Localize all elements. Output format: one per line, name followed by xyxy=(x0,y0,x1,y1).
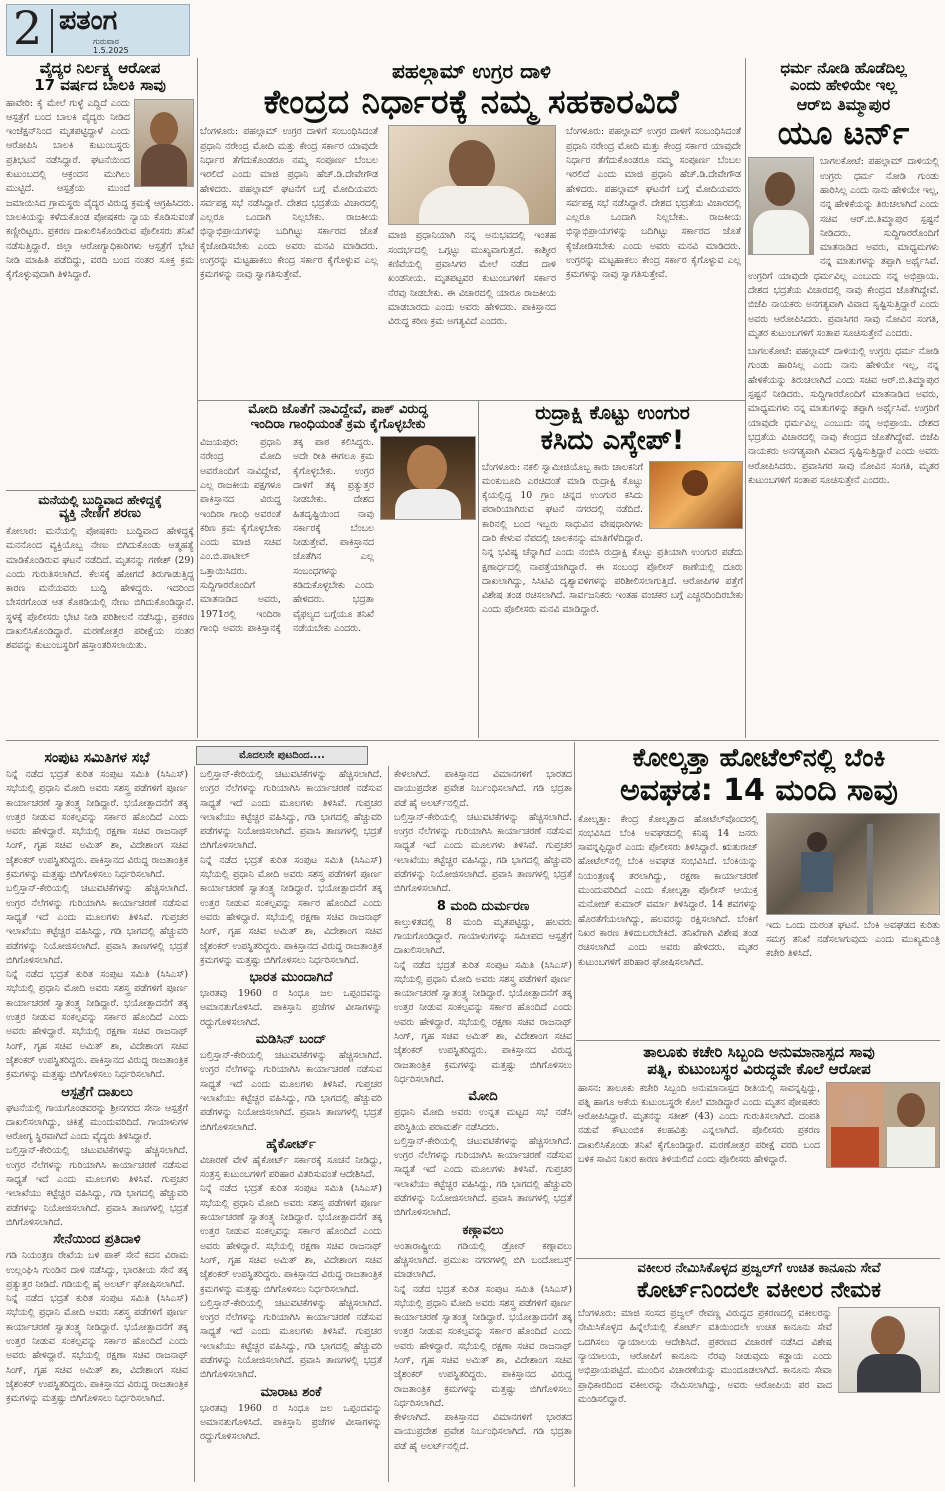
masthead-day: ಗುರುವಾರ xyxy=(93,37,119,46)
continuation-sub-modi: ಮೋದಿ xyxy=(468,1089,498,1105)
deve-gowda-photo xyxy=(388,125,556,225)
article-kolkata-body-2: ಇದು ಒಂದು ದುರಂತ ಘಟನೆ. ಬೆಂಕಿ ಅವಘಡದ ಕುರಿತು ಸಮಗ್ರ ತನಿಖೆ ನಡೆಸಲಾಗುವುದು ಎಂದು ಮುಖ್ಯಮಂತ್ರಿ ಕಚೇರಿ ತಿಳಿಸಿದೆ. xyxy=(766,919,940,960)
article-kolkata-headline-1: ಕೋಲ್ಕತ್ತಾ ಹೋಟೆಲ್‌ನಲ್ಲಿ ಬೆಂಕಿ xyxy=(632,744,886,772)
continuation-col3-body: ಕೇಳಲಾಗಿದೆ. ಪಾಕಿಸ್ತಾನದ ವಿಮಾನಗಳಿಗೆ ಭಾರತದ ವಾಯುಪ್ರದೇಶ ಪ್ರವೇಶ ನಿರ್ಬಂಧಿಸಲಾಗಿದೆ. ಗಡಿ ಭದ್ರತಾ ಪಡೆ ಹೈ ಅಲರ್ಟ್‌ನಲ್ಲಿದೆ. xyxy=(394,769,572,809)
article-pahalgam-headline: ಕೇಂದ್ರದ ನಿರ್ಧಾರಕ್ಕೆ ನಮ್ಮ ಸಹಕಾರವಿದೆ xyxy=(263,82,680,122)
article-modi-support-body: ವಿಜಯಪುರ: ಪ್ರಧಾನಿ ನರೇಂದ್ರ ಮೋದಿ ಅವರೊಂದಿಗೆ ನಾವಿದ್ದೇವೆ, ಎಲ್ಲ ರಾಜಕೀಯ ಪಕ್ಷಗಳೂ ಪಾಕಿಸ್ತಾನದ ವಿರುದ್ಧ ಇಂದಿರಾ ಗಾಂಧಿ ಅವರಂತೆ ಕಠಿಣ ಕ್ರಮ ಕೈಗೊಳ್ಳಬೇಕು ಎಂದು ಮಾಜಿ ಸಚಿವ ಎಂ.ಬಿ.ಪಾಟೀಲ್ ಒತ್ತಾಯಿಸಿದರು. ಸುದ್ದಿಗಾರರೊಂದಿಗೆ ಮಾತನಾಡಿದ ಅವರು, 1971ರಲ್ಲಿ ಇಂದಿರಾ ಗಾಂಧಿ ಅವರು ಪಾಕಿಸ್ತಾನಕ್ಕೆ ತಕ್ಕ ಪಾಠ ಕಲಿಸಿದ್ದರು. ಅದೇ ರೀತಿ ಈಗಲೂ ಕ್ರಮ ಕೈಗೊಳ್ಳಬೇಕು. ಉಗ್ರರ ದಾಳಿಗೆ ತಕ್ಕ ಪ್ರತ್ಯುತ್ತರ ನೀಡಬೇಕು. ದೇಶದ ಹಿತದೃಷ್ಟಿಯಿಂದ ನಾವು ಸರ್ಕಾರಕ್ಕೆ ಬೆಂಬಲ ನೀಡುತ್ತೇವೆ. ಪಾಕಿಸ್ತಾನದ ಜೊತೆಗಿನ ಎಲ್ಲ ಸಂಬಂಧಗಳನ್ನು ಕಡಿದುಕೊಳ್ಳಬೇಕು ಎಂದು ಹೇಳಿದರು. ಭದ್ರತಾ ವೈಫಲ್ಯದ ಬಗ್ಗೆಯೂ ತನಿಖೆ ನಡೆಯಬೇಕು ಎಂದರು. xyxy=(200,437,374,634)
article-pahalgam-kicker: ಪಹಲ್ಗಾಮ್ ಉಗ್ರರ ದಾಳಿ xyxy=(392,60,551,83)
continuation-col2-body-c: ಭಾರತವು 1960 ರ ಸಿಂಧೂ ಜಲ ಒಪ್ಪಂದವನ್ನು ಅಮಾನತುಗೊಳಿಸಿದೆ. ಪಾಕಿಸ್ತಾನಿ ಪ್ರಜೆಗಳ ವೀಸಾಗಳನ್ನು ರದ್ದುಗೊಳಿಸಲಾಗಿದೆ. xyxy=(200,988,382,1028)
continuation-headline: ಸಂಪುಟ ಸಮಿತಿಗಳ ಸಭೆ xyxy=(44,750,150,766)
article-tmapur-body: ಬಾಗಲಕೋಟೆ: ಪಹಲ್ಗಾಮ್ ದಾಳಿಯಲ್ಲಿ ಉಗ್ರರು ಧರ್ಮ ನೋಡಿ ಗುಂಡು ಹಾರಿಸಿಲ್ಲ ಎಂದು ನಾನು ಹೇಳಿಯೇ ಇಲ್ಲ, ನನ್ನ ಹೇಳಿಕೆಯನ್ನು ತಿರುಚಲಾಗಿದೆ ಎಂದು ಸಚಿವ ಆರ್.ಬಿ.ತಿಮ್ಮಾಪುರ ಸ್ಪಷ್ಟನೆ ನೀಡಿದರು. ಸುದ್ದಿಗಾರರೊಂದಿಗೆ ಮಾತನಾಡಿದ ಅವರು, ಮಾಧ್ಯಮಗಳು ನನ್ನ ಮಾತುಗಳನ್ನು ತಪ್ಪಾಗಿ ಅರ್ಥೈಸಿವೆ. ಉಗ್ರರಿಗೆ ಯಾವುದೇ ಧರ್ಮವಿಲ್ಲ ಎಂಬುದು ನನ್ನ ಅಭಿಪ್ರಾಯ. ದೇಶದ ಭದ್ರತೆಯ ವಿಚಾರದಲ್ಲಿ ನಾವು ಕೇಂದ್ರದ ಜೊತೆಗಿದ್ದೇವೆ. ಬಿಜೆಪಿ ನಾಯಕರು ಅನಗತ್ಯವಾಗಿ ವಿವಾದ ಸೃಷ್ಟಿಸುತ್ತಿದ್ದಾರೆ ಎಂದು ಅವರು ಆರೋಪಿಸಿದರು. ಪ್ರವಾಸಿಗರ ಸಾವು ನೋವಿನ ಸಂಗತಿ, ಮೃತರ ಕುಟುಂಬಗಳಿಗೆ ಸಂತಾಪ ಸೂಚಿಸುತ್ತೇನೆ ಎಂದರು. xyxy=(748,156,939,339)
article-pahalgam xyxy=(200,60,743,398)
continuation-col2-body-g: ಬಲ್ತಿಸ್ತಾನ್-ಕೇರಿಯಲ್ಲಿ ಚಟುವಟಿಕೆಗಳನ್ನು ಹೆಚ್ಚಿಸಲಾಗಿದೆ. ಉಗ್ರರ ನೆಲೆಗಳನ್ನು ಗುರಿಯಾಗಿಸಿ ಕಾರ್ಯಾಚರಣೆ ನಡೆಸುವ ಸಾಧ್ಯತೆ ಇದೆ ಎಂದು ಮೂಲಗಳು ತಿಳಿಸಿವೆ. ಗುಪ್ತಚರ ಇಲಾಖೆಯು ಕಟ್ಟೆಚ್ಚರ ವಹಿಸಿದ್ದು, ಗಡಿ ಭಾಗದಲ್ಲಿ ಹೆಚ್ಚುವರಿ ಪಡೆಗಳನ್ನು ನಿಯೋಜಿಸಲಾಗಿದೆ. ಪ್ರವಾಸಿ ತಾಣಗಳಲ್ಲಿ ಭದ್ರತೆ ಬಿಗಿಗೊಳಿಸಲಾಗಿದೆ. xyxy=(200,1297,382,1381)
continuation-col3-body-i: ಕೇಳಲಾಗಿದೆ. ಪಾಕಿಸ್ತಾನದ ವಿಮಾನಗಳಿಗೆ ಭಾರತದ ವಾಯುಪ್ರದೇಶ ಪ್ರವೇಶ ನಿರ್ಬಂಧಿಸಲಾಗಿದೆ. ಗಡಿ ಭದ್ರತಾ ಪಡೆ ಹೈ ಅಲರ್ಟ್‌ನಲ್ಲಿದೆ. xyxy=(394,1412,572,1452)
continuation-col2-body-d: ಬಲ್ತಿಸ್ತಾನ್-ಕೇರಿಯಲ್ಲಿ ಚಟುವಟಿಕೆಗಳನ್ನು ಹೆಚ್ಚಿಸಲಾಗಿದೆ. ಉಗ್ರರ ನೆಲೆಗಳನ್ನು ಗುರಿಯಾಗಿಸಿ ಕಾರ್ಯಾಚರಣೆ ನಡೆಸುವ ಸಾಧ್ಯತೆ ಇದೆ ಎಂದು ಮೂಲಗಳು ತಿಳಿಸಿವೆ. ಗುಪ್ತಚರ ಇಲಾಖೆಯು ಕಟ್ಟೆಚ್ಚರ ವಹಿಸಿದ್ದು, ಗಡಿ ಭಾಗದಲ್ಲಿ ಹೆಚ್ಚುವರಿ ಪಡೆಗಳನ್ನು ನಿಯೋಜಿಸಲಾಗಿದೆ. ಪ್ರವಾಸಿ ತಾಣಗಳಲ್ಲಿ ಭದ್ರತೆ ಬಿಗಿಗೊಳಿಸಲಾಗಿದೆ. xyxy=(200,1050,382,1133)
continuation-sub-india: ಭಾರತ ಮುಂದಾಗಿದೆ xyxy=(249,970,333,986)
article-tmapur-headline-2: ಎಂದು ಹೇಳಿಯೇ ಇಲ್ಲ xyxy=(790,75,897,94)
article-rudraksha-headline-1: ರುದ್ರಾಕ್ಷಿ ಕೊಟ್ಟು ಉಂಗುರ xyxy=(535,403,690,424)
continuation-sub-surveillance: ಕಣ್ಗಾವಲು xyxy=(462,1222,504,1238)
paper-name: ಪತಂಗ xyxy=(59,5,118,36)
article-prajwal-body: ಬೆಂಗಳೂರು: ಮಾಜಿ ಸಂಸದ ಪ್ರಜ್ವಲ್ ರೇವಣ್ಣ ವಿರುದ್ಧದ ಪ್ರಕರಣದಲ್ಲಿ ವಕೀಲರನ್ನು ನೇಮಿಸಿಕೊಳ್ಳದ ಹಿನ್ನೆಲೆಯಲ್ಲಿ ಕೋರ್ಟ್ ವತಿಯಿಂದಲೇ ಉಚಿತ ಕಾನೂನು ಸೇವೆ ಒದಗಿಸಲು ನ್ಯಾಯಾಲಯ ಆದೇಶಿಸಿದೆ. ಪ್ರಕರಣದ ವಿಚಾರಣೆ ನಡೆಸಿದ ವಿಶೇಷ ನ್ಯಾಯಾಲಯ, ಆರೋಪಿಗೆ ಕಾನೂನು ನೆರವು ನೀಡುವುದು ಕಡ್ಡಾಯ ಎಂದು ಅಭಿಪ್ರಾಯಪಟ್ಟಿದೆ. ಮುಂದಿನ ವಿಚಾರಣೆಯನ್ನು ಮುಂದೂಡಲಾಗಿದೆ. ಕಾನೂನು ಸೇವಾ ಪ್ರಾಧಿಕಾರದಿಂದ ವಕೀಲರನ್ನು ನೇಮಿಸಲಾಗಿದ್ದು, ಅವರು ಆರೋಪಿಯ ಪರ ವಾದ ಮಂಡಿಸಲಿದ್ದಾರೆ. xyxy=(578,1308,832,1405)
continuation-col2-body-b: ನಿನ್ನೆ ನಡೆದ ಭದ್ರತೆ ಕುರಿತ ಸಂಪುಟ ಸಮಿತಿ (ಸಿಸಿಎಸ್) ಸಭೆಯಲ್ಲಿ ಪ್ರಧಾನಿ ಮೋದಿ ಅವರು ಸಶಸ್ತ್ರ ಪಡೆಗಳಿಗೆ ಪೂರ್ಣ ಕಾರ್ಯಾಚರಣೆ ಸ್ವಾತಂತ್ರ್ಯ ನೀಡಿದ್ದಾರೆ. ಭಯೋತ್ಪಾದನೆಗೆ ತಕ್ಕ ಉತ್ತರ ನೀಡುವ ಸಂಕಲ್ಪವನ್ನು ಸರ್ಕಾರ ಹೊಂದಿದೆ ಎಂದು ಅವರು ಹೇಳಿದ್ದಾರೆ. ಸಭೆಯಲ್ಲಿ ರಕ್ಷಣಾ ಸಚಿವ ರಾಜನಾಥ್ ಸಿಂಗ್, ಗೃಹ ಸಚಿವ ಅಮಿತ್ ಶಾ, ವಿದೇಶಾಂಗ ಸಚಿವ ಜೈಶಂಕರ್ ಉಪಸ್ಥಿತರಿದ್ದರು. ಪಾಕಿಸ್ತಾನದ ವಿರುದ್ಧ ರಾಜತಾಂತ್ರಿಕ ಕ್ರಮಗಳನ್ನು ಮತ್ತಷ್ಟು ಬಿಗಿಗೊಳಿಸಲು ನಿರ್ಧರಿಸಲಾಗಿದೆ. xyxy=(200,854,382,966)
couple-photo xyxy=(826,1082,940,1168)
article-prajwal xyxy=(578,1262,940,1487)
continuation-col1-body-1b: ಬಲ್ತಿಸ್ತಾನ್-ಕೇರಿಯಲ್ಲಿ ಚಟುವಟಿಕೆಗಳನ್ನು ಹೆಚ್ಚಿಸಲಾಗಿದೆ. ಉಗ್ರರ ನೆಲೆಗಳನ್ನು ಗುರಿಯಾಗಿಸಿ ಕಾರ್ಯಾಚರಣೆ ನಡೆಸುವ ಸಾಧ್ಯತೆ ಇದೆ ಎಂದು ಮೂಲಗಳು ತಿಳಿಸಿವೆ. ಗುಪ್ತಚರ ಇಲಾಖೆಯು ಕಟ್ಟೆಚ್ಚರ ವಹಿಸಿದ್ದು, ಗಡಿ ಭಾಗದಲ್ಲಿ ಹೆಚ್ಚುವರಿ ಪಡೆಗಳನ್ನು ನಿಯೋಜಿಸಲಾಗಿದೆ. ಪ್ರವಾಸಿ ತಾಣಗಳಲ್ಲಿ ಭದ್ರತೆ ಬಿಗಿಗೊಳಿಸಲಾಗಿದೆ. xyxy=(6,883,188,966)
article-rudraksha-body: ಬೆಂಗಳೂರು: ನಕಲಿ ಸ್ವಾಮೀಜಿಯೊಬ್ಬ ಕಾರು ಚಾಲಕನಿಗೆ ಮಂಕುಬೂದಿ ಎರಚಿದಂತೆ ಮಾಡಿ ರುದ್ರಾಕ್ಷಿ ಕೊಟ್ಟು ಕೈಯಲ್ಲಿದ್ದ 10 ಗ್ರಾಂ ಚಿನ್ನದ ಉಂಗುರ ಕಸಿದು ಪರಾರಿಯಾಗಿರುವ ಘಟನೆ ನಗರದಲ್ಲಿ ನಡೆದಿದೆ. ಕಾರಿನಲ್ಲಿ ಬಂದ ಇಬ್ಬರು ಸಾಧುವಿನ ವೇಷಧಾರಿಗಳು ದಾರಿ ಕೇಳುವ ನೆಪದಲ್ಲಿ ಚಾಲಕನನ್ನು ಮಾತಿಗೆಳೆದಿದ್ದಾರೆ. ನಿನ್ನ ಭವಿಷ್ಯ ಚೆನ್ನಾಗಿದೆ ಎಂದು ನಂಬಿಸಿ ರುದ್ರಾಕ್ಷಿ ಕೊಟ್ಟು ಪ್ರತಿಯಾಗಿ ಉಂಗುರ ಪಡೆದು ಕ್ಷಣಾರ್ಧದಲ್ಲಿ ನಾಪತ್ತೆಯಾಗಿದ್ದಾರೆ. ಈ ಸಂಬಂಧ ಪೊಲೀಸ್ ಠಾಣೆಯಲ್ಲಿ ದೂರು ದಾಖಲಾಗಿದ್ದು, ಸಿಸಿಟಿವಿ ದೃಶ್ಯಾವಳಿಗಳನ್ನು ಪರಿಶೀಲಿಸಲಾಗುತ್ತಿದೆ. ಆರೋಪಿಗಳ ಪತ್ತೆಗೆ ವಿಶೇಷ ತಂಡ ರಚಿಸಲಾಗಿದೆ. ಸಾರ್ವಜನಿಕರು ಇಂತಹ ವಂಚಕರ ಬಗ್ಗೆ ಎಚ್ಚರದಿಂದಿರಬೇಕು ಎಂದು ಪೊಲೀಸರು ಮನವಿ ಮಾಡಿದ್ದಾರೆ. xyxy=(482,461,743,616)
continuation-sub-deaths: 8 ಮಂದಿ ದುರ್ಮರಣ xyxy=(436,898,530,914)
continuation-col2-body-h: ಭಾರತವು 1960 ರ ಸಿಂಧೂ ಜಲ ಒಪ್ಪಂದವನ್ನು ಅಮಾನತುಗೊಳಿಸಿದೆ. ಪಾಕಿಸ್ತಾನಿ ಪ್ರಜೆಗಳ ವೀಸಾಗಳನ್ನು ರದ್ದುಗೊಳಿಸಲಾಗಿದೆ. xyxy=(200,1402,382,1443)
continuation-sub-bandh: ಮಡಿಸಿನ್ ಬಂದ್ xyxy=(255,1032,327,1048)
sadhu-photo xyxy=(649,461,743,529)
continuation-col3-body-d: ನಿನ್ನೆ ನಡೆದ ಭದ್ರತೆ ಕುರಿತ ಸಂಪುಟ ಸಮಿತಿ (ಸಿಸಿಎಸ್) ಸಭೆಯಲ್ಲಿ ಪ್ರಧಾನಿ ಮೋದಿ ಅವರು ಸಶಸ್ತ್ರ ಪಡೆಗಳಿಗೆ ಪೂರ್ಣ ಕಾರ್ಯಾಚರಣೆ ಸ್ವಾತಂತ್ರ್ಯ ನೀಡಿದ್ದಾರೆ. ಭಯೋತ್ಪಾದನೆಗೆ ತಕ್ಕ ಉತ್ತರ ನೀಡುವ ಸಂಕಲ್ಪವನ್ನು ಸರ್ಕಾರ ಹೊಂದಿದೆ ಎಂದು ಅವರು ಹೇಳಿದ್ದಾರೆ. ಸಭೆಯಲ್ಲಿ ರಕ್ಷಣಾ ಸಚಿವ ರಾಜನಾಥ್ ಸಿಂಗ್, ಗೃಹ ಸಚಿವ ಅಮಿತ್ ಶಾ, ವಿದೇಶಾಂಗ ಸಚಿವ ಜೈಶಂಕರ್ ಉಪಸ್ಥಿತರಿದ್ದರು. ಪಾಕಿಸ್ತಾನದ ವಿರುದ್ಧ ರಾಜತಾಂತ್ರಿಕ ಕ್ರಮಗಳನ್ನು ಮತ್ತಷ್ಟು ಬಿಗಿಗೊಳಿಸಲು ನಿರ್ಧರಿಸಲಾಗಿದೆ. xyxy=(394,959,572,1085)
article-pahalgam-body-1: ಬೆಂಗಳೂರು: ಪಹಲ್ಗಾಮ್ ಉಗ್ರರ ದಾಳಿಗೆ ಸಂಬಂಧಿಸಿದಂತೆ ಪ್ರಧಾನಿ ನರೇಂದ್ರ ಮೋದಿ ಮತ್ತು ಕೇಂದ್ರ ಸರ್ಕಾರ ಯಾವುದೇ ನಿರ್ಧಾರ ತೆಗೆದುಕೊಂಡರೂ ನಮ್ಮ ಸಂಪೂರ್ಣ ಬೆಂಬಲ ಇರಲಿದೆ ಎಂದು ಮಾಜಿ ಪ್ರಧಾನಿ ಹೆಚ್.ಡಿ.ದೇವೇಗೌಡ ಹೇಳಿದರು. ಪಹಲ್ಗಾಮ್ ಘಟನೆಗೆ ಬಗ್ಗೆ ಮೋದಿಯವರು ಸರ್ವಪಕ್ಷ ಸಭೆ ನಡೆಸಿದ್ದಾರೆ. ದೇಶದ ಭದ್ರತೆಯ ವಿಚಾರದಲ್ಲಿ ಎಲ್ಲರೂ ಒಂದಾಗಿ ನಿಲ್ಲಬೇಕು. ರಾಜಕೀಯ ಭಿನ್ನಾಭಿಪ್ರಾಯಗಳನ್ನು ಬದಿಗಿಟ್ಟು ಸರ್ಕಾರದ ಜೊತೆ ಕೈಜೋಡಿಸಬೇಕು ಎಂದು ಅವರು ಮನವಿ ಮಾಡಿದರು. ಉಗ್ರರನ್ನು ಮಟ್ಟಹಾಕಲು ಕೇಂದ್ರ ಸರ್ಕಾರ ಕೈಗೊಳ್ಳುವ ಎಲ್ಲ ಕ್ರಮಗಳನ್ನು ನಾವು ಸ್ವಾಗತಿಸುತ್ತೇವೆ. xyxy=(200,126,378,281)
continuation-col1-body-3b: ನಿನ್ನೆ ನಡೆದ ಭದ್ರತೆ ಕುರಿತ ಸಂಪುಟ ಸಮಿತಿ (ಸಿಸಿಎಸ್) ಸಭೆಯಲ್ಲಿ ಪ್ರಧಾನಿ ಮೋದಿ ಅವರು ಸಶಸ್ತ್ರ ಪಡೆಗಳಿಗೆ ಪೂರ್ಣ ಕಾರ್ಯಾಚರಣೆ ಸ್ವಾತಂತ್ರ್ಯ ನೀಡಿದ್ದಾರೆ. ಭಯೋತ್ಪಾದನೆಗೆ ತಕ್ಕ ಉತ್ತರ ನೀಡುವ ಸಂಕಲ್ಪವನ್ನು ಸರ್ಕಾರ ಹೊಂದಿದೆ ಎಂದು ಅವರು ಹೇಳಿದ್ದಾರೆ. ಸಭೆಯಲ್ಲಿ ರಕ್ಷಣಾ ಸಚಿವ ರಾಜನಾಥ್ ಸಿಂಗ್, ಗೃಹ ಸಚಿವ ಅಮಿತ್ ಶಾ, ವಿದೇಶಾಂಗ ಸಚಿವ ಜೈಶಂಕರ್ ಉಪಸ್ಥಿತರಿದ್ದರು. ಪಾಕಿಸ್ತಾನದ ವಿರುದ್ಧ ರಾಜತಾಂತ್ರಿಕ ಕ್ರಮಗಳನ್ನು ಮತ್ತಷ್ಟು ಬಿಗಿಗೊಳಿಸಲು ನಿರ್ಧರಿಸಲಾಗಿದೆ. xyxy=(6,1293,188,1405)
continuation-col3-body-f: ಬಲ್ತಿಸ್ತಾನ್-ಕೇರಿಯಲ್ಲಿ ಚಟುವಟಿಕೆಗಳನ್ನು ಹೆಚ್ಚಿಸಲಾಗಿದೆ. ಉಗ್ರರ ನೆಲೆಗಳನ್ನು ಗುರಿಯಾಗಿಸಿ ಕಾರ್ಯಾಚರಣೆ ನಡೆಸುವ ಸಾಧ್ಯತೆ ಇದೆ ಎಂದು ಮೂಲಗಳು ತಿಳಿಸಿವೆ. ಗುಪ್ತಚರ ಇಲಾಖೆಯು ಕಟ್ಟೆಚ್ಚರ ವಹಿಸಿದ್ದು, ಗಡಿ ಭಾಗದಲ್ಲಿ ಹೆಚ್ಚುವರಿ ಪಡೆಗಳನ್ನು ನಿಯೋಜಿಸಲಾಗಿದೆ. ಪ್ರವಾಸಿ ತಾಣಗಳಲ್ಲಿ ಭದ್ರತೆ ಬಿಗಿಗೊಳಿಸಲಾಗಿದೆ. xyxy=(394,1135,572,1219)
prajwal-photo xyxy=(838,1307,940,1393)
continuation-col3-body-h: ನಿನ್ನೆ ನಡೆದ ಭದ್ರತೆ ಕುರಿತ ಸಂಪುಟ ಸಮಿತಿ (ಸಿಸಿಎಸ್) ಸಭೆಯಲ್ಲಿ ಪ್ರಧಾನಿ ಮೋದಿ ಅವರು ಸಶಸ್ತ್ರ ಪಡೆಗಳಿಗೆ ಪೂರ್ಣ ಕಾರ್ಯಾಚರಣೆ ಸ್ವಾತಂತ್ರ್ಯ ನೀಡಿದ್ದಾರೆ. ಭಯೋತ್ಪಾದನೆಗೆ ತಕ್ಕ ಉತ್ತರ ನೀಡುವ ಸಂಕಲ್ಪವನ್ನು ಸರ್ಕಾರ ಹೊಂದಿದೆ ಎಂದು ಅವರು ಹೇಳಿದ್ದಾರೆ. ಸಭೆಯಲ್ಲಿ ರಕ್ಷಣಾ ಸಚಿವ ರಾಜನಾಥ್ ಸಿಂಗ್, ಗೃಹ ಸಚಿವ ಅಮಿತ್ ಶಾ, ವಿದೇಶಾಂಗ ಸಚಿವ ಜೈಶಂಕರ್ ಉಪಸ್ಥಿತರಿದ್ದರು. ಪಾಕಿಸ್ತಾನದ ವಿರುದ್ಧ ರಾಜತಾಂತ್ರಿಕ ಕ್ರಮಗಳನ್ನು ಮತ್ತಷ್ಟು ಬಿಗಿಗೊಳಿಸಲು ನಿರ್ಧರಿಸಲಾಗಿದೆ. xyxy=(394,1283,572,1409)
article-suicide xyxy=(6,494,194,738)
article-doctor xyxy=(6,60,194,488)
masthead xyxy=(6,4,190,56)
masthead-date: 1.5.2025 xyxy=(93,46,129,55)
continuation-sub-sale: ಮಾರಾಟ ಶಂಕೆ xyxy=(260,1384,322,1400)
article-taluk xyxy=(578,1044,940,1256)
article-tmapur-headline-4: ಯೂ ಟರ್ನ್ xyxy=(777,113,910,152)
article-kolkata-headline-2: ಅವಘಡ: 14 ಮಂದಿ ಸಾವು xyxy=(620,773,898,808)
article-taluk-headline-2: ಪತ್ನಿ, ಕುಟುಂಬಸ್ಥರ ವಿರುದ್ಧವೇ ಕೊಲೆ ಆರೋಪ xyxy=(647,1059,871,1078)
continuation-col2-body-f: ನಿನ್ನೆ ನಡೆದ ಭದ್ರತೆ ಕುರಿತ ಸಂಪುಟ ಸಮಿತಿ (ಸಿಸಿಎಸ್) ಸಭೆಯಲ್ಲಿ ಪ್ರಧಾನಿ ಮೋದಿ ಅವರು ಸಶಸ್ತ್ರ ಪಡೆಗಳಿಗೆ ಪೂರ್ಣ ಕಾರ್ಯಾಚರಣೆ ಸ್ವಾತಂತ್ರ್ಯ ನೀಡಿದ್ದಾರೆ. ಭಯೋತ್ಪಾದನೆಗೆ ತಕ್ಕ ಉತ್ತರ ನೀಡುವ ಸಂಕಲ್ಪವನ್ನು ಸರ್ಕಾರ ಹೊಂದಿದೆ ಎಂದು ಅವರು ಹೇಳಿದ್ದಾರೆ. ಸಭೆಯಲ್ಲಿ ರಕ್ಷಣಾ ಸಚಿವ ರಾಜನಾಥ್ ಸಿಂಗ್, ಗೃಹ ಸಚಿವ ಅಮಿತ್ ಶಾ, ವಿದೇಶಾಂಗ ಸಚಿವ ಜೈಶಂಕರ್ ಉಪಸ್ಥಿತರಿದ್ದರು. ಪಾಕಿಸ್ತಾನದ ವಿರುದ್ಧ ರಾಜತಾಂತ್ರಿಕ ಕ್ರಮಗಳನ್ನು ಮತ್ತಷ್ಟು ಬಿಗಿಗೊಳಿಸಲು ನಿರ್ಧರಿಸಲಾಗಿದೆ. xyxy=(200,1183,382,1295)
girl-portrait xyxy=(134,99,194,187)
article-modi-support-headline-1: ಮೋದಿ ಜೊತೆಗೆ ನಾವಿದ್ದೇವೆ, ಪಾಕ್ ವಿರುದ್ಧ xyxy=(248,403,428,417)
continuation-sub-army: ಸೇನೆಯಿಂದ ಪ್ರತಿದಾಳಿ xyxy=(53,1232,141,1248)
continuation-sub-highcourt: ಹೈಕೋರ್ಟ್ xyxy=(266,1136,316,1152)
continuation-col3-body-b: ಬಲ್ತಿಸ್ತಾನ್-ಕೇರಿಯಲ್ಲಿ ಚಟುವಟಿಕೆಗಳನ್ನು ಹೆಚ್ಚಿಸಲಾಗಿದೆ. ಉಗ್ರರ ನೆಲೆಗಳನ್ನು ಗುರಿಯಾಗಿಸಿ ಕಾರ್ಯಾಚರಣೆ ನಡೆಸುವ ಸಾಧ್ಯತೆ ಇದೆ ಎಂದು ಮೂಲಗಳು ತಿಳಿಸಿವೆ. ಗುಪ್ತಚರ ಇಲಾಖೆಯು ಕಟ್ಟೆಚ್ಚರ ವಹಿಸಿದ್ದು, ಗಡಿ ಭಾಗದಲ್ಲಿ ಹೆಚ್ಚುವರಿ ಪಡೆಗಳನ್ನು ನಿಯೋಜಿಸಲಾಗಿದೆ. ಪ್ರವಾಸಿ ತಾಣಗಳಲ್ಲಿ ಭದ್ರತೆ ಬಿಗಿಗೊಳಿಸಲಾಗಿದೆ. xyxy=(394,811,572,895)
article-tmapur-headline-1: ಧರ್ಮ ನೋಡಿ ಹೊಡೆದಿಲ್ಲ xyxy=(780,60,907,77)
continuation-col2-body: ಬಲ್ತಿಸ್ತಾನ್-ಕೇರಿಯಲ್ಲಿ ಚಟುವಟಿಕೆಗಳನ್ನು ಹೆಚ್ಚಿಸಲಾಗಿದೆ. ಉಗ್ರರ ನೆಲೆಗಳನ್ನು ಗುರಿಯಾಗಿಸಿ ಕಾರ್ಯಾಚರಣೆ ನಡೆಸುವ ಸಾಧ್ಯತೆ ಇದೆ ಎಂದು ಮೂಲಗಳು ತಿಳಿಸಿವೆ. ಗುಪ್ತಚರ ಇಲಾಖೆಯು ಕಟ್ಟೆಚ್ಚರ ವಹಿಸಿದ್ದು, ಗಡಿ ಭಾಗದಲ್ಲಿ ಹೆಚ್ಚುವರಿ ಪಡೆಗಳನ್ನು ನಿಯೋಜಿಸಲಾಗಿದೆ. ಪ್ರವಾಸಿ ತಾಣಗಳಲ್ಲಿ ಭದ್ರತೆ ಬಿಗಿಗೊಳಿಸಲಾಗಿದೆ. xyxy=(200,769,382,852)
continuation-col2-body-e: ವಿಚಾರಣೆ ವೇಳೆ ಹೈಕೋರ್ಟ್ ಸರ್ಕಾರಕ್ಕೆ ಸೂಚನೆ ನೀಡಿದ್ದು, ಸಂತ್ರಸ್ತ ಕುಟುಂಬಗಳಿಗೆ ಪರಿಹಾರ ವಿತರಿಸುವಂತೆ ಆದೇಶಿಸಿದೆ. xyxy=(200,1154,382,1181)
article-doctor-body: ಹಾವೇರಿ: ಕೈ ಮೇಲೆ ಗುಳ್ಳೆ ಎದ್ದಿದೆ ಎಂದು ಆಸ್ಪತ್ರೆಗೆ ಬಂದ ಬಾಲಕಿ ವೈದ್ಯರು ನೀಡಿದ ಇಂಜೆಕ್ಷನ್‌ನಿಂದ ಮೃತಪಟ್ಟಿದ್ದಾಳೆ ಎಂದು ಆರೋಪಿಸಿ ಬಾಲಕಿ ಕುಟುಂಬಸ್ಥರು ಪ್ರತಿಭಟನೆ ನಡೆಸಿದ್ದಾರೆ. ಘಟನೆಯಿಂದ ಕುಟುಂಬದಲ್ಲಿ ಆಕ್ರಂದನ ಮುಗಿಲು ಮುಟ್ಟಿದೆ. ಆಸ್ಪತ್ರೆಯ ಮುಂದೆ ಜಮಾಯಿಸಿದ ಗ್ರಾಮಸ್ಥರು ವೈದ್ಯರ ವಿರುದ್ಧ ಕ್ರಮಕ್ಕೆ ಆಗ್ರಹಿಸಿದರು. ಬಾಲಕಿಯನ್ನು ಕಳೆದುಕೊಂಡ ಪೋಷಕರು ನ್ಯಾಯ ಕೊಡಿಸುವಂತೆ ಕಣ್ಣೀರಿಟ್ಟರು. ಪ್ರಕರಣ ದಾಖಲಿಸಿಕೊಂಡಿರುವ ಪೊಲೀಸರು ತನಿಖೆ ನಡೆಸುತ್ತಿದ್ದಾರೆ. ಜಿಲ್ಲಾ ಆರೋಗ್ಯಾಧಿಕಾರಿಗಳು ಆಸ್ಪತ್ರೆಗೆ ಭೇಟಿ ನೀಡಿ ಮಾಹಿತಿ ಪಡೆದಿದ್ದು, ವರದಿ ಬಂದ ನಂತರ ಸೂಕ್ತ ಕ್ರಮ ಕೈಗೊಳ್ಳುವುದಾಗಿ ತಿಳಿಸಿದ್ದಾರೆ. xyxy=(6,97,194,281)
article-rudraksha xyxy=(482,403,743,738)
article-pahalgam-body-3: ಬೆಂಗಳೂರು: ಪಹಲ್ಗಾಮ್ ಉಗ್ರರ ದಾಳಿಗೆ ಸಂಬಂಧಿಸಿದಂತೆ ಪ್ರಧಾನಿ ನರೇಂದ್ರ ಮೋದಿ ಮತ್ತು ಕೇಂದ್ರ ಸರ್ಕಾರ ಯಾವುದೇ ನಿರ್ಧಾರ ತೆಗೆದುಕೊಂಡರೂ ನಮ್ಮ ಸಂಪೂರ್ಣ ಬೆಂಬಲ ಇರಲಿದೆ ಎಂದು ಮಾಜಿ ಪ್ರಧಾನಿ ಹೆಚ್.ಡಿ.ದೇವೇಗೌಡ ಹೇಳಿದರು. ಪಹಲ್ಗಾಮ್ ಘಟನೆಗೆ ಬಗ್ಗೆ ಮೋದಿಯವರು ಸರ್ವಪಕ್ಷ ಸಭೆ ನಡೆಸಿದ್ದಾರೆ. ದೇಶದ ಭದ್ರತೆಯ ವಿಚಾರದಲ್ಲಿ ಎಲ್ಲರೂ ಒಂದಾಗಿ ನಿಲ್ಲಬೇಕು. ರಾಜಕೀಯ ಭಿನ್ನಾಭಿಪ್ರಾಯಗಳನ್ನು ಬದಿಗಿಟ್ಟು ಸರ್ಕಾರದ ಜೊತೆ ಕೈಜೋಡಿಸಬೇಕು ಎಂದು ಅವರು ಮನವಿ ಮಾಡಿದರು. ಉಗ್ರರನ್ನು ಮಟ್ಟಹಾಕಲು ಕೇಂದ್ರ ಸರ್ಕಾರ ಕೈಗೊಳ್ಳುವ ಎಲ್ಲ ಕ್ರಮಗಳನ್ನು ನಾವು ಸ್ವಾಗತಿಸುತ್ತೇವೆ. xyxy=(566,126,741,281)
continuation-col3-body-g: ಅಂತಾರಾಷ್ಟ್ರೀಯ ಗಡಿಯಲ್ಲಿ ಡ್ರೋನ್ ಕಣ್ಗಾವಲು ಹೆಚ್ಚಿಸಲಾಗಿದೆ. ಪ್ರಮುಖ ನಗರಗಳಲ್ಲಿ ಬಿಗಿ ಬಂದೋಬಸ್ತ್ ಮಾಡಲಾಗಿದೆ. xyxy=(394,1240,572,1281)
article-suicide-body: ಕೋಲಾರ: ಮನೆಯಲ್ಲಿ ಪೋಷಕರು ಬುದ್ಧಿವಾದ ಹೇಳಿದ್ದಕ್ಕೆ ಮನನೊಂದ ವ್ಯಕ್ತಿಯೊಬ್ಬ ನೇಣು ಬಿಗಿದುಕೊಂಡು ಆತ್ಮಹತ್ಯೆ ಮಾಡಿಕೊಂಡಿರುವ ಘಟನೆ ನಡೆದಿದೆ. ಮೃತನನ್ನು ಗಣೇಶ್ (29) ಎಂದು ಗುರುತಿಸಲಾಗಿದೆ. ಕೆಲಸಕ್ಕೆ ಹೋಗದೆ ತಿರುಗಾಡುತ್ತಿದ್ದ ಕಾರಣ ಮನೆಯವರು ಬುದ್ಧಿ ಹೇಳಿದ್ದರು. ಇದರಿಂದ ಬೇಸರಗೊಂಡ ಆತ ಕೊಠಡಿಯಲ್ಲಿ ನೇಣು ಬಿಗಿದುಕೊಂಡಿದ್ದಾನೆ. ಸ್ಥಳಕ್ಕೆ ಪೊಲೀಸರು ಭೇಟಿ ನೀಡಿ ಪರಿಶೀಲನೆ ನಡೆಸಿದ್ದು, ಪ್ರಕರಣ ದಾಖಲಿಸಿಕೊಂಡಿದ್ದಾರೆ. ಮರಣೋತ್ತರ ಪರೀಕ್ಷೆಯ ನಂತರ ಶವವನ್ನು ಕುಟುಂಬಸ್ಥರಿಗೆ ಹಸ್ತಾಂತರಿಸಲಾಯಿತು. xyxy=(6,525,194,652)
article-suicide-headline-1: ಮನೆಯಲ್ಲಿ ಬುದ್ಧಿವಾದ ಹೇಳಿದ್ದಕ್ಕೆ xyxy=(38,494,162,507)
continuation-col3-body-c: ಕಾಲ್ತುಳಿತದಲ್ಲಿ 8 ಮಂದಿ ಮೃತಪಟ್ಟಿದ್ದು, ಹಲವರು ಗಾಯಗೊಂಡಿದ್ದಾರೆ. ಗಾಯಾಳುಗಳನ್ನು ಸಮೀಪದ ಆಸ್ಪತ್ರೆಗೆ ದಾಖಲಿಸಲಾಗಿದೆ. xyxy=(394,916,572,957)
article-tmapur-body-repeat: ಬಾಗಲಕೋಟೆ: ಪಹಲ್ಗಾಮ್ ದಾಳಿಯಲ್ಲಿ ಉಗ್ರರು ಧರ್ಮ ನೋಡಿ ಗುಂಡು ಹಾರಿಸಿಲ್ಲ ಎಂದು ನಾನು ಹೇಳಿಯೇ ಇಲ್ಲ, ನನ್ನ ಹೇಳಿಕೆಯನ್ನು ತಿರುಚಲಾಗಿದೆ ಎಂದು ಸಚಿವ ಆರ್.ಬಿ.ತಿಮ್ಮಾಪುರ ಸ್ಪಷ್ಟನೆ ನೀಡಿದರು. ಸುದ್ದಿಗಾರರೊಂದಿಗೆ ಮಾತನಾಡಿದ ಅವರು, ಮಾಧ್ಯಮಗಳು ನನ್ನ ಮಾತುಗಳನ್ನು ತಪ್ಪಾಗಿ ಅರ್ಥೈಸಿವೆ. ಉಗ್ರರಿಗೆ ಯಾವುದೇ ಧರ್ಮವಿಲ್ಲ ಎಂಬುದು ನನ್ನ ಅಭಿಪ್ರಾಯ. ದೇಶದ ಭದ್ರತೆಯ ವಿಚಾರದಲ್ಲಿ ನಾವು ಕೇಂದ್ರದ ಜೊತೆಗಿದ್ದೇವೆ. ಬಿಜೆಪಿ ನಾಯಕರು ಅನಗತ್ಯವಾಗಿ ವಿವಾದ ಸೃಷ್ಟಿಸುತ್ತಿದ್ದಾರೆ ಎಂದು ಅವರು ಆರೋಪಿಸಿದರು. ಪ್ರವಾಸಿಗರ ಸಾವು ನೋವಿನ ಸಂಗತಿ, ಮೃತರ ಕುಟುಂಬಗಳಿಗೆ ಸಂತಾಪ ಸೂಚಿಸುತ್ತೇನೆ ಎಂದರು. xyxy=(748,346,939,486)
article-pahalgam-body-2: ಮಾಜಿ ಪ್ರಧಾನಿಯಾಗಿ ನನ್ನ ಅನುಭವದಲ್ಲಿ ಇಂತಹ ಸಂದರ್ಭದಲ್ಲಿ ಒಗ್ಗಟ್ಟು ಮುಖ್ಯವಾಗುತ್ತದೆ. ಕಾಶ್ಮೀರ ಕಣಿವೆಯಲ್ಲಿ ಪ್ರವಾಸಿಗರ ಮೇಲೆ ನಡೆದ ದಾಳಿ ಖಂಡನೀಯ. ಮೃತಪಟ್ಟವರ ಕುಟುಂಬಗಳಿಗೆ ಸರ್ಕಾರ ನೆರವು ನೀಡಬೇಕು. ಈ ವಿಚಾರದಲ್ಲಿ ಯಾರೂ ರಾಜಕೀಯ ಮಾಡಬಾರದು ಎಂದು ಅವರು ಹೇಳಿದರು. ಪಾಕಿಸ್ತಾನದ ವಿರುದ್ಧ ಕಠಿಣ ಕ್ರಮ ಅಗತ್ಯವಿದೆ ಎಂದರು. xyxy=(388,230,556,328)
continuation-col1-body-3: ಗಡಿ ನಿಯಂತ್ರಣ ರೇಖೆಯ ಬಳಿ ಪಾಕ್ ಸೇನೆ ಕದನ ವಿರಾಮ ಉಲ್ಲಂಘಿಸಿ ಗುಂಡಿನ ದಾಳಿ ನಡೆಸಿದ್ದು, ಭಾರತೀಯ ಸೇನೆ ತಕ್ಕ ಪ್ರತ್ಯುತ್ತರ ನೀಡಿದೆ. ಗಡಿಯಲ್ಲಿ ಹೈ ಅಲರ್ಟ್ ಘೋಷಿಸಲಾಗಿದೆ. xyxy=(6,1250,188,1290)
continuation-label: ಮೊದಲನೇ ಪುಟದಿಂದ.... xyxy=(196,746,368,765)
continuation-col1-body-1: ನಿನ್ನೆ ನಡೆದ ಭದ್ರತೆ ಕುರಿತ ಸಂಪುಟ ಸಮಿತಿ (ಸಿಸಿಎಸ್) ಸಭೆಯಲ್ಲಿ ಪ್ರಧಾನಿ ಮೋದಿ ಅವರು ಸಶಸ್ತ್ರ ಪಡೆಗಳಿಗೆ ಪೂರ್ಣ ಕಾರ್ಯಾಚರಣೆ ಸ್ವಾತಂತ್ರ್ಯ ನೀಡಿದ್ದಾರೆ. ಭಯೋತ್ಪಾದನೆಗೆ ತಕ್ಕ ಉತ್ತರ ನೀಡುವ ಸಂಕಲ್ಪವನ್ನು ಸರ್ಕಾರ ಹೊಂದಿದೆ ಎಂದು ಅವರು ಹೇಳಿದ್ದಾರೆ. ಸಭೆಯಲ್ಲಿ ರಕ್ಷಣಾ ಸಚಿವ ರಾಜನಾಥ್ ಸಿಂಗ್, ಗೃಹ ಸಚಿವ ಅಮಿತ್ ಶಾ, ವಿದೇಶಾಂಗ ಸಚಿವ ಜೈಶಂಕರ್ ಉಪಸ್ಥಿತರಿದ್ದರು. ಪಾಕಿಸ್ತಾನದ ವಿರುದ್ಧ ರಾಜತಾಂತ್ರಿಕ ಕ್ರಮಗಳನ್ನು ಮತ್ತಷ್ಟು ಬಿಗಿಗೊಳಿಸಲು ನಿರ್ಧರಿಸಲಾಗಿದೆ. xyxy=(6,769,188,881)
article-taluk-headline-1: ತಾಲೂಕು ಕಚೇರಿ ಸಿಬ್ಬಂದಿ ಅನುಮಾನಾಸ್ಪದ ಸಾವು xyxy=(643,1044,875,1061)
continuation-col1-body-2b: ಬಲ್ತಿಸ್ತಾನ್-ಕೇರಿಯಲ್ಲಿ ಚಟುವಟಿಕೆಗಳನ್ನು ಹೆಚ್ಚಿಸಲಾಗಿದೆ. ಉಗ್ರರ ನೆಲೆಗಳನ್ನು ಗುರಿಯಾಗಿಸಿ ಕಾರ್ಯಾಚರಣೆ ನಡೆಸುವ ಸಾಧ್ಯತೆ ಇದೆ ಎಂದು ಮೂಲಗಳು ತಿಳಿಸಿವೆ. ಗುಪ್ತಚರ ಇಲಾಖೆಯು ಕಟ್ಟೆಚ್ಚರ ವಹಿಸಿದ್ದು, ಗಡಿ ಭಾಗದಲ್ಲಿ ಹೆಚ್ಚುವರಿ ಪಡೆಗಳನ್ನು ನಿಯೋಜಿಸಲಾಗಿದೆ. ಪ್ರವಾಸಿ ತಾಣಗಳಲ್ಲಿ ಭದ್ರತೆ ಬಿಗಿಗೊಳಿಸಲಾಗಿದೆ. xyxy=(6,1145,188,1228)
fire-rescue-photo xyxy=(766,813,940,915)
mb-patil-photo xyxy=(380,436,476,520)
article-kolkata-body: ಕೋಲ್ಕತ್ತಾ: ಕೇಂದ್ರ ಕೋಲ್ಕತ್ತಾದ ಹೋಟೆಲ್‌ವೊಂದರಲ್ಲಿ ಸಂಭವಿಸಿದ ಬೆಂಕಿ ಅವಘಡದಲ್ಲಿ ಕನಿಷ್ಠ 14 ಜನರು ಸಾವನ್ನಪ್ಪಿದ್ದಾರೆ ಎಂದು ಪೊಲೀಸರು ತಿಳಿಸಿದ್ದಾರೆ. ಋತುರಾಜ್ ಹೋಟೆಲ್‌ನಲ್ಲಿ ಬೆಂಕಿ ಅವಘಡ ಸಂಭವಿಸಿದೆ. ಬೆಂಕಿಯನ್ನು ನಿಯಂತ್ರಣಕ್ಕೆ ತರಲಾಗಿದ್ದು, ರಕ್ಷಣಾ ಕಾರ್ಯಾಚರಣೆ ಮುಂದುವರಿದಿದೆ ಎಂದು ಕೋಲ್ಕತ್ತಾ ಪೊಲೀಸ್ ಆಯುಕ್ತ ಮನೋಜ್ ಕುಮಾರ್ ವರ್ಮಾ ತಿಳಿಸಿದ್ದಾರೆ. 14 ಶವಗಳನ್ನು ಹೊರತೆಗೆಯಲಾಗಿದ್ದು, ಹಲವರನ್ನು ರಕ್ಷಿಸಲಾಗಿದೆ. ಬೆಂಕಿಗೆ ನಿಖರ ಕಾರಣ ತಿಳಿದುಬರಬೇಕಿದೆ. ತನಿಖೆಗಾಗಿ ವಿಶೇಷ ತಂಡ ರಚಿಸಲಾಗಿದೆ ಎಂದು ಅವರು ಹೇಳಿದರು. ಮೃತರ ಕುಟುಂಬಗಳಿಗೆ ಪರಿಹಾರ ಘೋಷಿಸಲಾಗಿದೆ. xyxy=(578,813,758,968)
article-taluk-body: ಹಾಸನ: ತಾಲೂಕು ಕಚೇರಿ ಸಿಬ್ಬಂದಿ ಅನುಮಾನಾಸ್ಪದ ರೀತಿಯಲ್ಲಿ ಸಾವನ್ನಪ್ಪಿದ್ದು, ಪತ್ನಿ ಹಾಗೂ ಆಕೆಯ ಕುಟುಂಬಸ್ಥರೇ ಕೊಲೆ ಮಾಡಿದ್ದಾರೆ ಎಂದು ಮೃತನ ಪೋಷಕರು ಆರೋಪಿಸಿದ್ದಾರೆ. ಮೃತನನ್ನು ಸತೀಶ್ (43) ಎಂದು ಗುರುತಿಸಲಾಗಿದೆ. ದಂಪತಿ ನಡುವೆ ಕೌಟುಂಬಿಕ ಕಲಹವಿತ್ತು ಎನ್ನಲಾಗಿದೆ. ಪೊಲೀಸರು ಪ್ರಕರಣ ದಾಖಲಿಸಿಕೊಂಡು ತನಿಖೆ ಕೈಗೊಂಡಿದ್ದಾರೆ. ಮರಣೋತ್ತರ ಪರೀಕ್ಷೆ ವರದಿ ಬಂದ ಬಳಿಕ ಸಾವಿನ ನಿಖರ ಕಾರಣ ತಿಳಿಯಲಿದೆ ಎಂದು ಪೊಲೀಸರು ಹೇಳಿದ್ದಾರೆ. xyxy=(578,1082,820,1166)
masthead-divider xyxy=(51,9,53,53)
article-kolkata xyxy=(578,744,940,1038)
article-modi-support xyxy=(200,403,476,738)
continuation-section xyxy=(6,744,572,1487)
tmapur-photo xyxy=(748,157,814,255)
article-doctor-headline-1: ವೈದ್ಯರ ನಿರ್ಲಕ್ಷ್ಯ ಆರೋಪ xyxy=(39,60,161,77)
article-tmapur xyxy=(748,60,939,738)
continuation-col3-body-e: ಪ್ರಧಾನಿ ಮೋದಿ ಅವರು ಉನ್ನತ ಮಟ್ಟದ ಸಭೆ ನಡೆಸಿ ಪರಿಸ್ಥಿತಿಯ ಪರಾಮರ್ಶೆ ನಡೆಸಿದರು. xyxy=(394,1107,572,1133)
article-tmapur-headline-3: ಆರ್‌ಬಿ ತಿಮ್ಮಾಪುರ xyxy=(796,94,891,114)
continuation-col1-body-2: ಘಟನೆಯಲ್ಲಿ ಗಾಯಗೊಂಡವರನ್ನು ಶ್ರೀನಗರದ ಸೇನಾ ಆಸ್ಪತ್ರೆಗೆ ದಾಖಲಿಸಲಾಗಿದ್ದು, ಚಿಕಿತ್ಸೆ ಮುಂದುವರಿದಿದೆ. ಗಾಯಾಳುಗಳ ಆರೋಗ್ಯ ಸ್ಥಿರವಾಗಿದೆ ಎಂದು ವೈದ್ಯರು ತಿಳಿಸಿದ್ದಾರೆ. xyxy=(6,1102,188,1143)
article-suicide-headline-2: ವ್ಯಕ್ತಿ ನೇಣಿಗೆ ಶರಣು xyxy=(59,506,141,522)
page-number: 2 xyxy=(13,4,43,55)
article-prajwal-headline-1: ವಕೀಲರ ನೇಮಿಸಿಕೊಳ್ಳದ ಪ್ರಜ್ವಲ್‌ಗೆ ಉಚಿತ ಕಾನೂನು ಸೇವೆ xyxy=(637,1262,881,1276)
continuation-sub-hospital: ಆಸ್ಪತ್ರೆಗೆ ದಾಖಲು xyxy=(61,1084,133,1100)
article-prajwal-headline-2: ಕೋರ್ಟ್‌ನಿಂದಲೇ ವಕೀಲರ ನೇಮಕ xyxy=(637,1277,881,1303)
article-doctor-headline-2: 17 ವರ್ಷದ ಬಾಲಕಿ ಸಾವು xyxy=(34,75,166,94)
article-rudraksha-headline-2: ಕಸಿದು ಎಸ್ಕೇಪ್! xyxy=(540,425,685,457)
continuation-col1-body-1c: ನಿನ್ನೆ ನಡೆದ ಭದ್ರತೆ ಕುರಿತ ಸಂಪುಟ ಸಮಿತಿ (ಸಿಸಿಎಸ್) ಸಭೆಯಲ್ಲಿ ಪ್ರಧಾನಿ ಮೋದಿ ಅವರು ಸಶಸ್ತ್ರ ಪಡೆಗಳಿಗೆ ಪೂರ್ಣ ಕಾರ್ಯಾಚರಣೆ ಸ್ವಾತಂತ್ರ್ಯ ನೀಡಿದ್ದಾರೆ. ಭಯೋತ್ಪಾದನೆಗೆ ತಕ್ಕ ಉತ್ತರ ನೀಡುವ ಸಂಕಲ್ಪವನ್ನು ಸರ್ಕಾರ ಹೊಂದಿದೆ ಎಂದು ಅವರು ಹೇಳಿದ್ದಾರೆ. ಸಭೆಯಲ್ಲಿ ರಕ್ಷಣಾ ಸಚಿವ ರಾಜನಾಥ್ ಸಿಂಗ್, ಗೃಹ ಸಚಿವ ಅಮಿತ್ ಶಾ, ವಿದೇಶಾಂಗ ಸಚಿವ ಜೈಶಂಕರ್ ಉಪಸ್ಥಿತರಿದ್ದರು. ಪಾಕಿಸ್ತಾನದ ವಿರುದ್ಧ ರಾಜತಾಂತ್ರಿಕ ಕ್ರಮಗಳನ್ನು ಮತ್ತಷ್ಟು ಬಿಗಿಗೊಳಿಸಲು ನಿರ್ಧರಿಸಲಾಗಿದೆ. xyxy=(6,969,188,1081)
article-modi-support-headline-2: ಇಂದಿರಾ ಗಾಂಧಿಯಂತೆ ಕ್ರಮ ಕೈಗೊಳ್ಳಬೇಕು xyxy=(250,416,426,432)
